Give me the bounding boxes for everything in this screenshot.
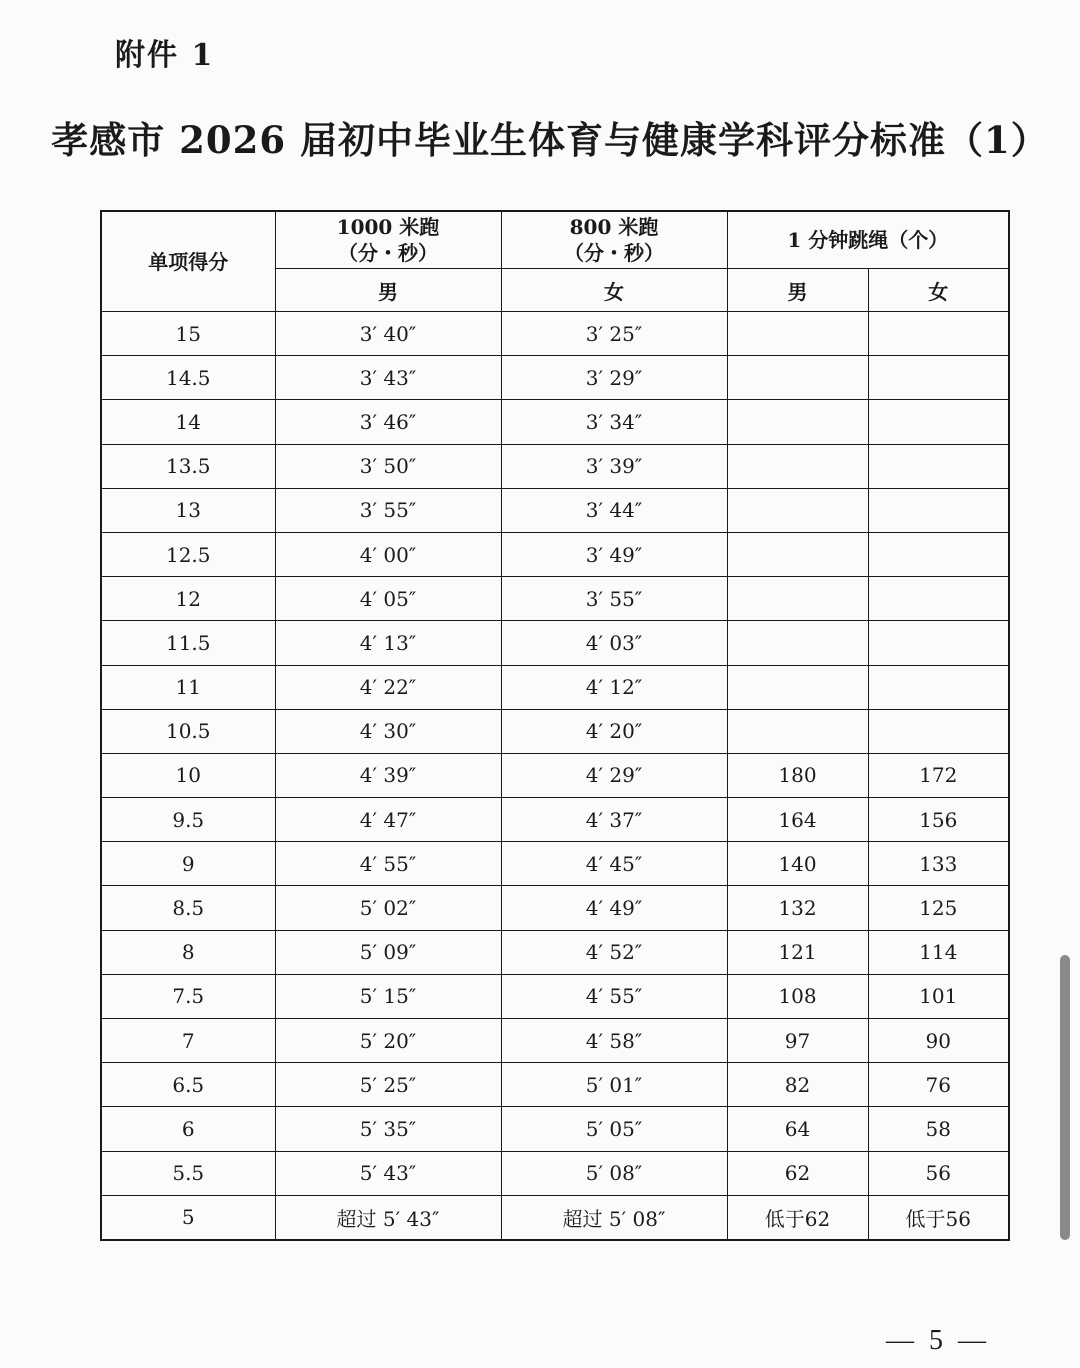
cell-1000m-male: 3′ 40″ (275, 312, 501, 356)
cell-800m-female: 3′ 44″ (501, 488, 727, 532)
cell-rope-male: 62 (727, 1151, 868, 1195)
cell-rope-female: 133 (868, 842, 1009, 886)
cell-rope-male: 108 (727, 974, 868, 1018)
cell-1000m-male: 4′ 00″ (275, 532, 501, 576)
cell-rope-female (868, 312, 1009, 356)
cell-rope-female (868, 577, 1009, 621)
cell-score: 9 (101, 842, 275, 886)
table-row (101, 798, 1009, 842)
cell-800m-female: 超过 5′ 08″ (501, 1195, 727, 1240)
cell-rope-male (727, 665, 868, 709)
cell-rope-female (868, 488, 1009, 532)
cell-rope-female: 58 (868, 1107, 1009, 1151)
cell-rope-male: 180 (727, 753, 868, 797)
header-rope-skipping: 1 分钟跳绳（个） (727, 211, 1009, 269)
cell-1000m-male: 3′ 43″ (275, 356, 501, 400)
cell-rope-male: 140 (727, 842, 868, 886)
cell-800m-female: 4′ 45″ (501, 842, 727, 886)
cell-score: 6.5 (101, 1063, 275, 1107)
table-row (101, 886, 1009, 930)
cell-score: 9.5 (101, 798, 275, 842)
header-800m-unit: （分・秒） (564, 241, 664, 265)
cell-score: 14 (101, 400, 275, 444)
cell-1000m-male: 4′ 30″ (275, 709, 501, 753)
cell-score: 7.5 (101, 974, 275, 1018)
table-row (101, 974, 1009, 1018)
cell-rope-male: 164 (727, 798, 868, 842)
cell-800m-female: 5′ 05″ (501, 1107, 727, 1151)
cell-score: 12.5 (101, 532, 275, 576)
table-body (101, 312, 1009, 1240)
cell-1000m-male: 5′ 09″ (275, 930, 501, 974)
header-1000m-unit: （分・秒） (338, 241, 438, 265)
cell-rope-female (868, 444, 1009, 488)
header-1000m-male: 男 (275, 269, 501, 312)
cell-1000m-male: 超过 5′ 43″ (275, 1195, 501, 1240)
cell-score: 5.5 (101, 1151, 275, 1195)
cell-rope-female: 76 (868, 1063, 1009, 1107)
cell-rope-female: 114 (868, 930, 1009, 974)
cell-1000m-male: 3′ 50″ (275, 444, 501, 488)
cell-1000m-male: 4′ 22″ (275, 665, 501, 709)
cell-rope-male: 82 (727, 1063, 868, 1107)
cell-800m-female: 4′ 52″ (501, 930, 727, 974)
cell-rope-male (727, 709, 868, 753)
cell-800m-female: 4′ 12″ (501, 665, 727, 709)
cell-score: 8 (101, 930, 275, 974)
scoring-table (100, 210, 1010, 1241)
cell-score: 10 (101, 753, 275, 797)
header-800m-female: 女 (501, 269, 727, 312)
cell-800m-female: 3′ 29″ (501, 356, 727, 400)
table-row (101, 930, 1009, 974)
header-1000m (275, 211, 501, 269)
cell-1000m-male: 5′ 25″ (275, 1063, 501, 1107)
cell-1000m-male: 3′ 55″ (275, 488, 501, 532)
table-row (101, 621, 1009, 665)
cell-1000m-male: 4′ 13″ (275, 621, 501, 665)
cell-rope-male (727, 312, 868, 356)
cell-800m-female: 4′ 20″ (501, 709, 727, 753)
cell-rope-female: 156 (868, 798, 1009, 842)
cell-rope-female: 101 (868, 974, 1009, 1018)
cell-1000m-male: 5′ 35″ (275, 1107, 501, 1151)
cell-rope-male (727, 400, 868, 444)
cell-score: 13 (101, 488, 275, 532)
cell-rope-female (868, 709, 1009, 753)
cell-800m-female: 3′ 49″ (501, 532, 727, 576)
cell-800m-female: 4′ 29″ (501, 753, 727, 797)
cell-rope-female: 90 (868, 1019, 1009, 1063)
header-rope-male: 男 (727, 269, 868, 312)
cell-score: 14.5 (101, 356, 275, 400)
cell-rope-male (727, 532, 868, 576)
cell-1000m-male: 4′ 05″ (275, 577, 501, 621)
cell-800m-female: 5′ 01″ (501, 1063, 727, 1107)
cell-rope-male (727, 488, 868, 532)
cell-rope-male (727, 444, 868, 488)
cell-score: 12 (101, 577, 275, 621)
cell-1000m-male: 4′ 47″ (275, 798, 501, 842)
table-row (101, 312, 1009, 356)
attachment-label: 附件 1 (115, 38, 215, 73)
table-row (101, 488, 1009, 532)
cell-rope-female (868, 400, 1009, 444)
header-score: 单项得分 (101, 211, 275, 312)
cell-rope-female (868, 665, 1009, 709)
cell-score: 5 (101, 1195, 275, 1240)
cell-1000m-male: 5′ 02″ (275, 886, 501, 930)
cell-800m-female: 4′ 37″ (501, 798, 727, 842)
table-row (101, 665, 1009, 709)
table-row (101, 1107, 1009, 1151)
cell-800m-female: 5′ 08″ (501, 1151, 727, 1195)
cell-rope-female: 56 (868, 1151, 1009, 1195)
cell-rope-female (868, 532, 1009, 576)
header-800m-label: 800 米跑 (569, 215, 659, 239)
cell-1000m-male: 4′ 39″ (275, 753, 501, 797)
cell-rope-female: 172 (868, 753, 1009, 797)
table-row (101, 356, 1009, 400)
scrollbar-thumb[interactable] (1060, 955, 1070, 1240)
header-800m (501, 211, 727, 269)
table-row (101, 1151, 1009, 1195)
cell-score: 11 (101, 665, 275, 709)
table-row (101, 1019, 1009, 1063)
cell-score: 8.5 (101, 886, 275, 930)
cell-1000m-male: 4′ 55″ (275, 842, 501, 886)
cell-800m-female: 3′ 25″ (501, 312, 727, 356)
cell-rope-male: 97 (727, 1019, 868, 1063)
cell-rope-male: 64 (727, 1107, 868, 1151)
cell-rope-male (727, 621, 868, 665)
table-row (101, 444, 1009, 488)
cell-score: 7 (101, 1019, 275, 1063)
table-row (101, 753, 1009, 797)
cell-score: 11.5 (101, 621, 275, 665)
table-row (101, 1063, 1009, 1107)
cell-score: 6 (101, 1107, 275, 1151)
table-row (101, 400, 1009, 444)
page-number: — 5 — (886, 1325, 990, 1356)
cell-800m-female: 4′ 55″ (501, 974, 727, 1018)
cell-800m-female: 3′ 34″ (501, 400, 727, 444)
document-title: 孝感市 2026 届初中毕业生体育与健康学科评分标准（1） (51, 118, 1049, 162)
cell-score: 15 (101, 312, 275, 356)
cell-800m-female: 3′ 55″ (501, 577, 727, 621)
cell-1000m-male: 5′ 15″ (275, 974, 501, 1018)
cell-1000m-male: 3′ 46″ (275, 400, 501, 444)
cell-1000m-male: 5′ 43″ (275, 1151, 501, 1195)
cell-rope-male (727, 577, 868, 621)
cell-rope-male: 132 (727, 886, 868, 930)
table-row (101, 1195, 1009, 1240)
cell-800m-female: 4′ 03″ (501, 621, 727, 665)
cell-rope-female: 低于56 (868, 1195, 1009, 1240)
cell-rope-male: 121 (727, 930, 868, 974)
cell-1000m-male: 5′ 20″ (275, 1019, 501, 1063)
cell-score: 10.5 (101, 709, 275, 753)
cell-rope-female: 125 (868, 886, 1009, 930)
table-row (101, 532, 1009, 576)
cell-800m-female: 4′ 58″ (501, 1019, 727, 1063)
table-row (101, 577, 1009, 621)
cell-rope-female (868, 356, 1009, 400)
header-rope-female: 女 (868, 269, 1009, 312)
cell-rope-female (868, 621, 1009, 665)
cell-800m-female: 4′ 49″ (501, 886, 727, 930)
cell-rope-male: 低于62 (727, 1195, 868, 1240)
table-row (101, 709, 1009, 753)
header-1000m-label: 1000 米跑 (336, 215, 440, 239)
cell-score: 13.5 (101, 444, 275, 488)
cell-rope-male (727, 356, 868, 400)
cell-800m-female: 3′ 39″ (501, 444, 727, 488)
table-row (101, 842, 1009, 886)
